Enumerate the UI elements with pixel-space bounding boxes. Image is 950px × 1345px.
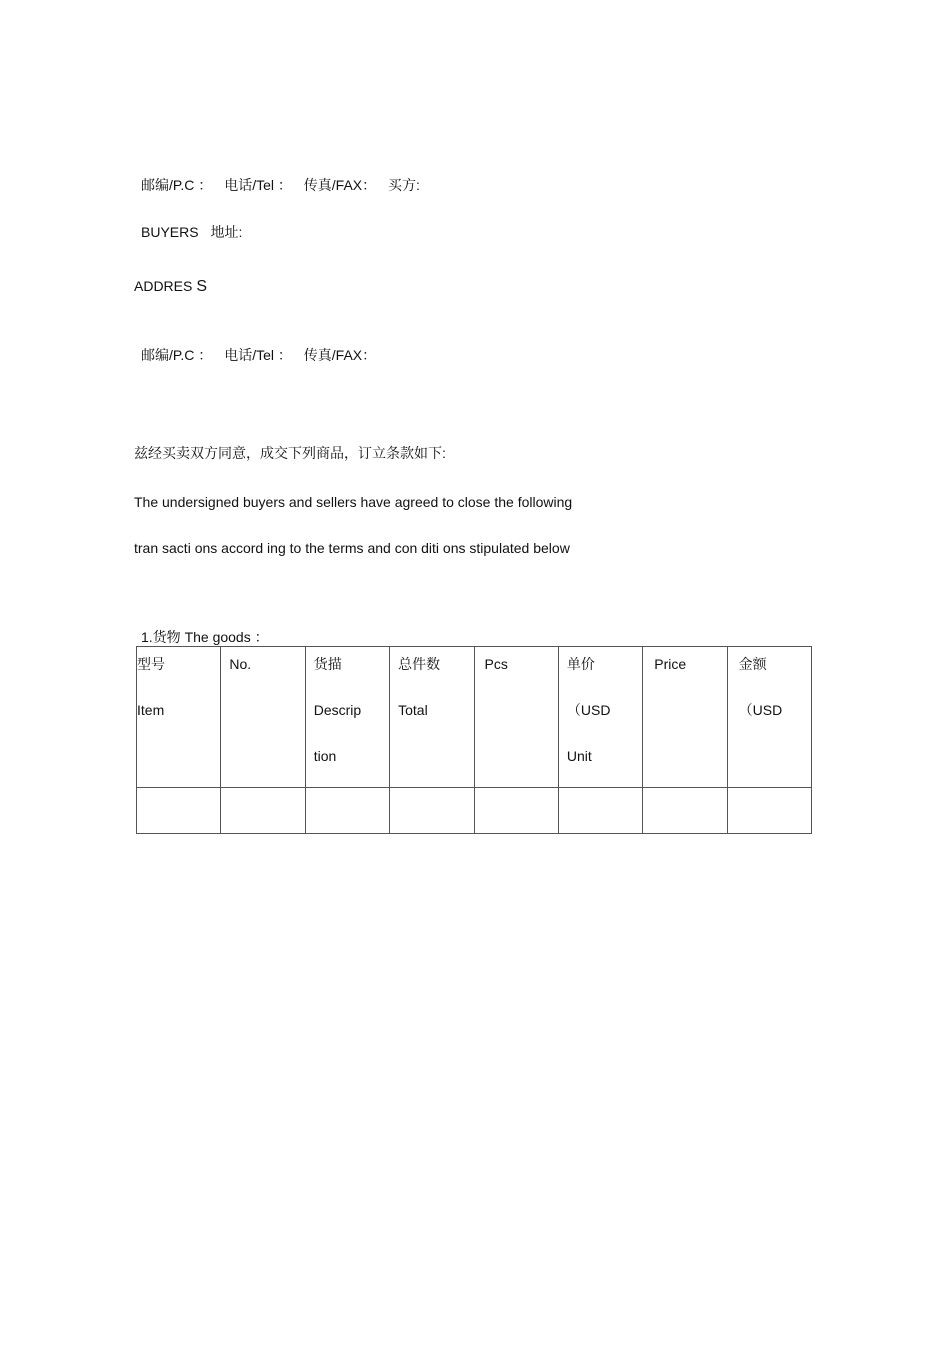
buyer-label-cn: 买方: <box>388 177 420 193</box>
header-pcs-text: Pcs <box>484 656 508 672</box>
header-no <box>221 647 305 788</box>
header-pcs <box>474 647 558 788</box>
header-item-en: Item <box>137 702 165 718</box>
cell-unit-price <box>558 788 642 834</box>
header-description <box>305 647 389 788</box>
agreement-en-line2: tran sacti ons accord ing to the terms and con diti ons stipulated below <box>134 540 570 556</box>
cell-amount <box>727 788 811 834</box>
cell-total <box>390 788 474 834</box>
buyer-postcode-label: 邮编/P.C ： <box>141 347 213 363</box>
seller-contact-line <box>141 176 420 194</box>
header-unit-price <box>558 647 642 788</box>
seller-tel-label: 电话/Tel ： <box>224 177 292 193</box>
address-label: ADDRES <box>134 278 193 294</box>
goods-table-row <box>137 788 812 834</box>
address-line <box>134 277 207 296</box>
goods-table <box>136 646 812 834</box>
buyers-label: BUYERS <box>141 224 199 240</box>
header-unit-price-cn: 单价 <box>566 656 595 672</box>
header-amount-cn: 金额 <box>738 656 767 672</box>
header-no-text: No. <box>229 656 252 672</box>
header-description-en1: Descrip <box>313 702 362 718</box>
header-total-en: Total <box>398 702 428 718</box>
header-total-cn: 总件数 <box>398 656 441 672</box>
seller-fax-label: 传真/FAX： <box>303 177 377 193</box>
header-price-text: Price <box>654 656 687 672</box>
buyer-tel-label: 电话/Tel ： <box>224 347 292 363</box>
cell-item <box>137 788 221 834</box>
agreement-cn: 兹经买卖双方同意，成交下列商品，订立条款如下: <box>134 445 446 461</box>
cell-price <box>643 788 727 834</box>
cell-no <box>221 788 305 834</box>
cell-description <box>305 788 389 834</box>
address-label-tail: S <box>196 278 208 295</box>
goods-section-title: 1.货物 The goods ： <box>141 629 269 645</box>
seller-postcode-label: 邮编/P.C ： <box>141 177 213 193</box>
buyer-contact-line <box>141 346 376 364</box>
header-price <box>643 647 727 788</box>
buyer-address-label-cn: 地址: <box>210 224 243 240</box>
header-unit-price-currency: （USD <box>566 702 611 718</box>
header-total <box>390 647 474 788</box>
agreement-en-line1: The undersigned buyers and sellers have agreed to close the following <box>134 494 573 510</box>
buyer-fax-label: 传真/FAX： <box>303 347 377 363</box>
header-amount-currency: （USD <box>738 702 783 718</box>
header-unit-price-en: Unit <box>566 748 592 764</box>
goods-table-header-row <box>137 647 812 788</box>
header-item-cn: 型号 <box>137 656 165 672</box>
buyers-line <box>141 223 242 241</box>
cell-pcs <box>474 788 558 834</box>
header-description-en2: tion <box>313 748 337 764</box>
header-amount <box>727 647 811 788</box>
header-description-cn: 货描 <box>313 656 342 672</box>
header-item <box>137 647 221 788</box>
